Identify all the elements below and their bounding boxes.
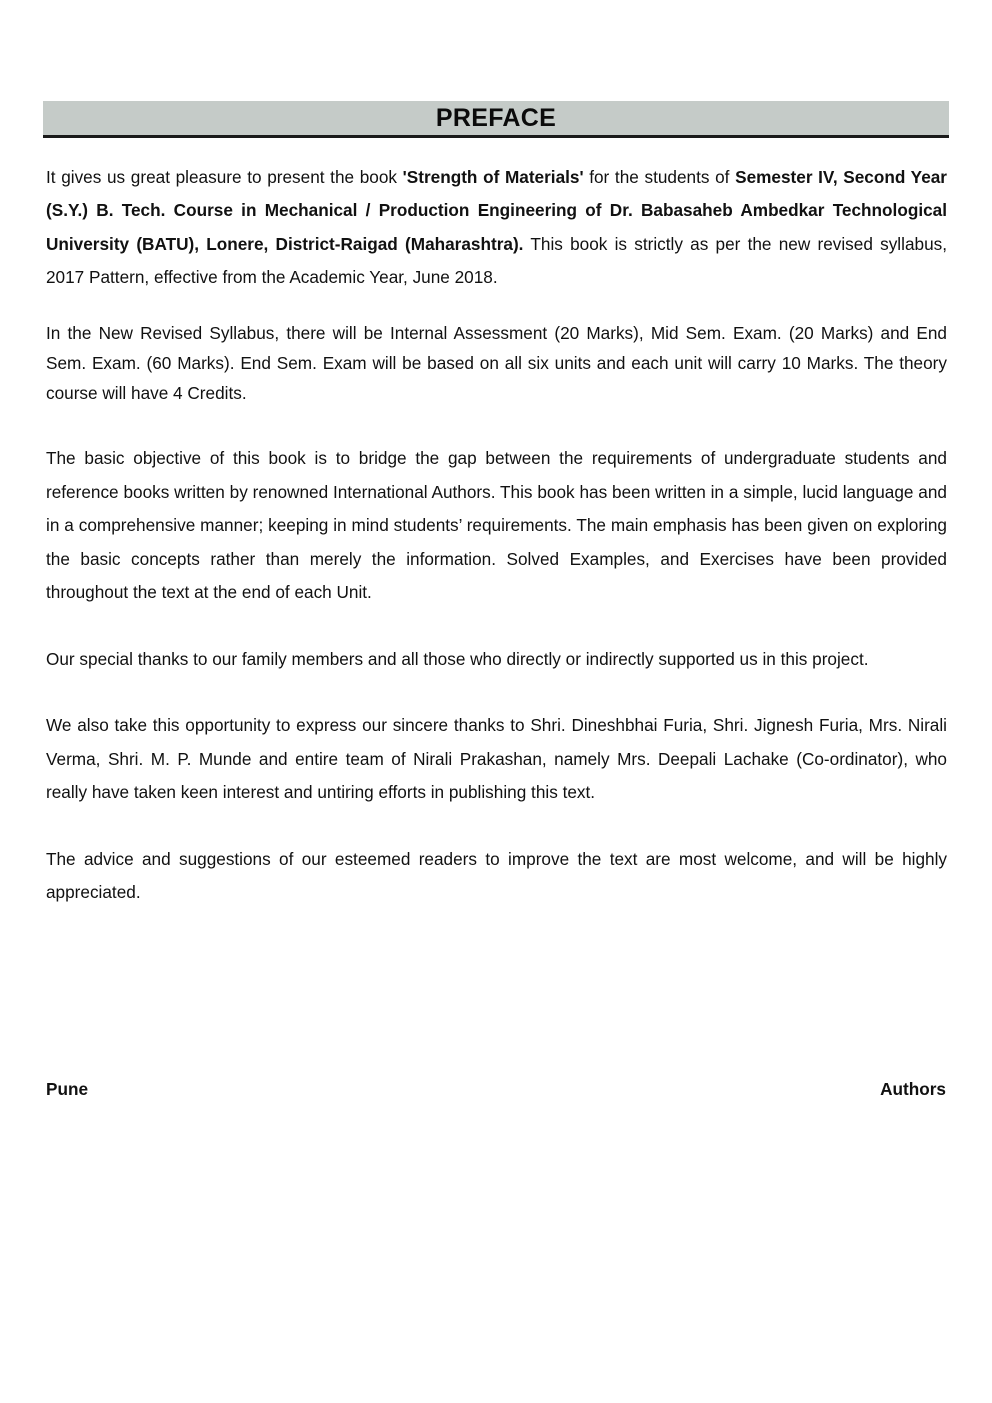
paragraph-objective: The basic objective of this book is to bridge the gap between the requirements of undergraduate students and reference books written by renowned International Authors. This book has been written in a simple, lucid language and in a comprehensive manner; keeping in mind students’ requirements. The main emphasis has been given on exploring the basic concepts rather than merely the information. Solved Examples, and Exercises have been provided throughout the text at the end of each Unit. — [46, 448, 947, 602]
signature-authors: Authors — [880, 1079, 946, 1099]
page-title: PREFACE — [435, 103, 557, 132]
paragraph-advice: The advice and suggestions of our esteemed readers to improve the text are most welcome, and will be highly appreciated. — [46, 849, 947, 902]
course-details: Semester IV, Second Year (S.Y.) B. Tech. Course in Mechanical / Production Engineering of Dr. Babasaheb Ambedkar Technological University (BATU), Lonere, District-Raigad (Maharashtra). — [46, 167, 947, 254]
intro-text-1: It gives us great pleasure to present the book — [46, 167, 403, 187]
preface-heading-bar — [43, 101, 949, 138]
paragraph-syllabus: In the New Revised Syllabus, there will be Internal Assessment (20 Marks), Mid Sem. Exam. (20 Marks) and End Sem. Exam. (60 Marks). End Sem. Exam will be based on all six units and each unit will carry 10 Marks. The theory course will have 4 Credits. — [46, 323, 947, 404]
signature-place: Pune — [46, 1079, 89, 1099]
intro-text-2: for the students of — [583, 167, 736, 187]
paragraph-thanks-team: We also take this opportunity to express our sincere thanks to Shri. Dineshbhai Furia, Shri. Jignesh Furia, Mrs. Nirali Verma, Shri. M. P. Munde and entire team of Nirali Prakashan, namely Mrs. Deepali Lachake (Co-ordinator), who really have taken keen interest and untiring efforts in publishing this text. — [46, 715, 947, 802]
paragraph-thanks-family: Our special thanks to our family members and all those who directly or indirectly supported us in this project. — [46, 649, 869, 669]
intro-text-3: This book is strictly as per the new revised syllabus, 2017 Pattern, effective from the Academic Year, June 2018. — [46, 233, 947, 287]
paragraph-intro — [46, 161, 947, 294]
book-title: 'Strength of Materials' — [402, 167, 584, 187]
